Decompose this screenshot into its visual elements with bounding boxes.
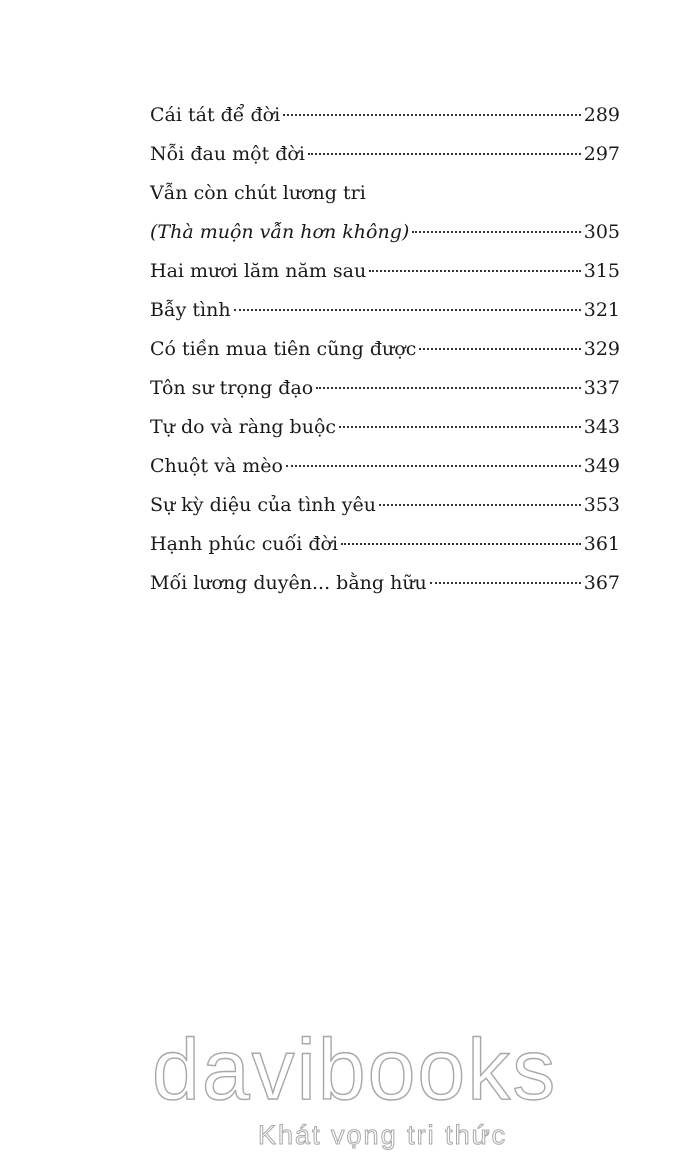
toc-entry-title: Chuột và mèo [150,455,283,477]
toc-entry [150,291,620,330]
dot-leader [341,543,581,545]
toc-entry-subtitle: (Thà muộn vẫn hơn không) [150,221,410,243]
toc-entry [150,96,620,135]
toc-entry-page: 329 [583,338,620,360]
toc-entry [150,135,620,174]
toc-entry [150,330,620,369]
toc-entry-title: Sự kỳ diệu của tình yêu [150,494,377,516]
dot-leader [283,114,581,116]
toc-entry-title: Có tiền mua tiên cũng được [150,338,417,360]
dot-leader [379,504,581,506]
toc-entry-page: 315 [583,260,620,282]
toc-entry-title: Tự do và ràng buộc [150,416,337,438]
table-of-contents [150,96,620,603]
toc-entry-page: 289 [583,104,620,126]
toc-entry [150,564,620,603]
toc-entry-page: 305 [583,221,620,243]
toc-entry-title: Cái tát để đời [150,104,281,126]
toc-entry-title: Hạnh phúc cuối đời [150,533,339,555]
toc-entry-page: 321 [583,299,620,321]
toc-entry-title: Bẫy tình [150,299,231,321]
dot-leader [286,465,581,467]
toc-entry-page: 353 [583,494,620,516]
toc-entry-title: Mối lương duyên... bằng hữu [150,572,427,594]
toc-entry [150,447,620,486]
toc-entry-page: 367 [583,572,620,594]
toc-entry [150,408,620,447]
toc-entry-title: Nỗi đau một đời [150,143,305,165]
toc-entry [150,525,620,564]
publisher-watermark [0,1020,700,1158]
toc-entry-title-line [150,174,620,213]
toc-entry [150,213,620,252]
toc-entry-title: Tôn sư trọng đạo [150,377,314,399]
toc-entry-title: Vẫn còn chút lương tri [150,182,366,204]
dot-leader [308,153,581,155]
dot-leader [234,309,581,311]
dot-leader [316,387,581,389]
toc-entry [150,486,620,525]
dot-leader [412,231,580,233]
dot-leader [419,348,580,350]
toc-entry-title: Hai mươi lăm năm sau [150,260,367,282]
watermark-brand: davibooks [152,1022,558,1118]
toc-entry-page: 343 [583,416,620,438]
watermark-tagline: Khát vọng tri thức [258,1120,508,1150]
dot-leader [369,270,581,272]
dot-leader [339,426,581,428]
toc-entry [150,369,620,408]
toc-entry-page: 337 [583,377,620,399]
toc-entry-page: 349 [583,455,620,477]
toc-entry-page: 297 [583,143,620,165]
toc-entry [150,252,620,291]
toc-entry-page: 361 [583,533,620,555]
dot-leader [430,582,581,584]
